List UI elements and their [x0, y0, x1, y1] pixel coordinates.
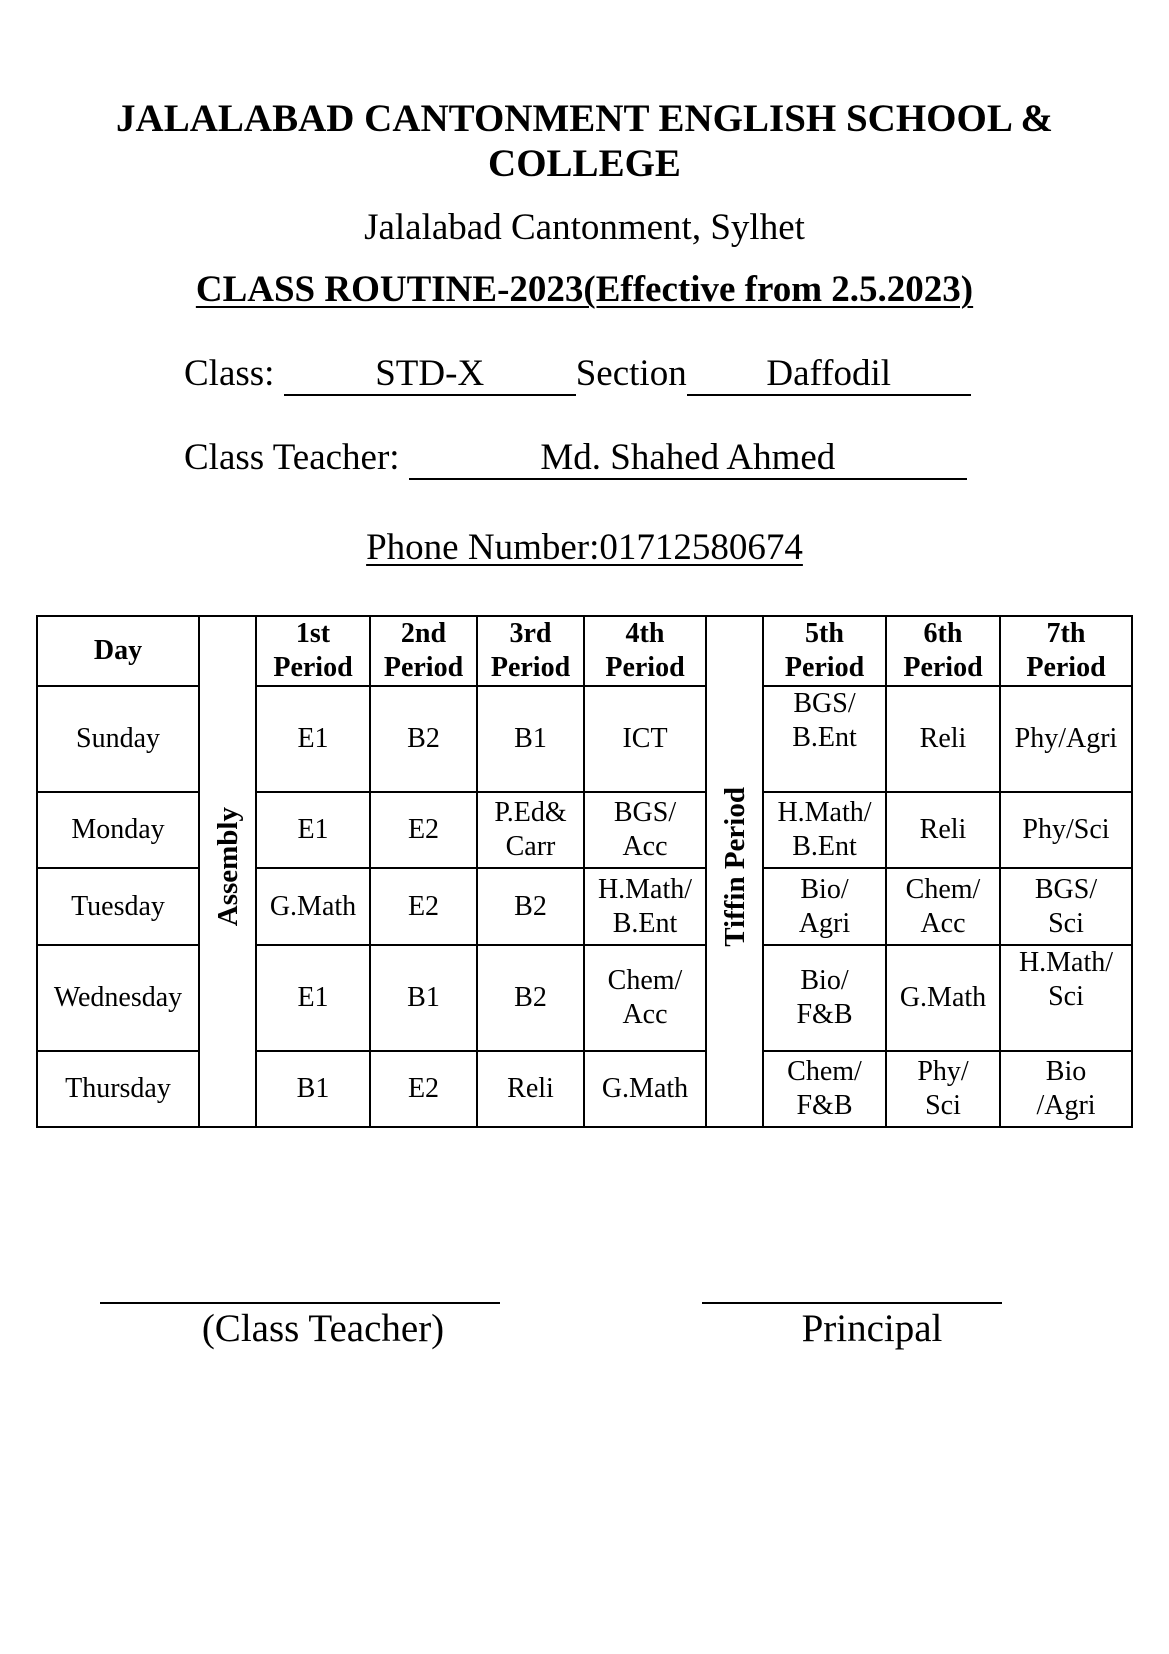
period-cell: Reli [477, 1051, 584, 1127]
day-cell: Thursday [37, 1051, 199, 1127]
period-cell: E2 [370, 868, 477, 945]
routine-table [36, 615, 1133, 1128]
period-cell: G.Math [886, 945, 1000, 1051]
period-cell: E2 [370, 792, 477, 868]
period-cell: H.Math/ Sci [1000, 945, 1132, 1051]
header-row [37, 616, 1132, 686]
period-cell: E1 [256, 686, 370, 792]
period-header: 2nd Period [370, 616, 477, 686]
day-cell: Monday [37, 792, 199, 868]
teacher-value: Md. Shahed Ahmed [409, 438, 967, 480]
class-teacher-line [184, 436, 967, 480]
period-cell: H.Math/ B.Ent [584, 868, 706, 945]
assembly-label: Assembly [211, 807, 244, 927]
period-cell: G.Math [256, 868, 370, 945]
period-header: 5th Period [763, 616, 886, 686]
period-cell: E1 [256, 792, 370, 868]
period-cell: Reli [886, 686, 1000, 792]
period-cell: Phy/ Sci [886, 1051, 1000, 1127]
period-cell: B1 [370, 945, 477, 1051]
principal-signature-line [702, 1302, 1002, 1304]
period-header: 7th Period [1000, 616, 1132, 686]
class-teacher-signature-line [100, 1302, 500, 1304]
period-header: 4th Period [584, 616, 706, 686]
period-cell: BGS/ Acc [584, 792, 706, 868]
period-header: 6th Period [886, 616, 1000, 686]
class-value: STD-X [284, 354, 576, 396]
phone-number [0, 526, 1169, 570]
period-cell: Bio/ F&B [763, 945, 886, 1051]
section-value: Daffodil [687, 354, 971, 396]
class-label: Class: [184, 353, 275, 394]
period-cell: Bio /Agri [1000, 1051, 1132, 1127]
period-cell: B1 [256, 1051, 370, 1127]
period-cell: Phy/Sci [1000, 792, 1132, 868]
period-cell: B2 [477, 945, 584, 1051]
period-cell: H.Math/ B.Ent [763, 792, 886, 868]
tiffin-column [706, 616, 763, 1127]
period-cell: P.Ed& Carr [477, 792, 584, 868]
period-cell: ICT [584, 686, 706, 792]
period-cell: BGS/ Sci [1000, 868, 1132, 945]
day-cell: Sunday [37, 686, 199, 792]
day-cell: Tuesday [37, 868, 199, 945]
class-teacher-signature-label: (Class Teacher) [201, 1307, 445, 1350]
period-cell: B1 [477, 686, 584, 792]
period-cell: Reli [886, 792, 1000, 868]
period-cell: B2 [477, 868, 584, 945]
period-header: 1st Period [256, 616, 370, 686]
tiffin-label: Tiffin Period [718, 787, 751, 947]
period-cell: Chem/ Acc [584, 945, 706, 1051]
period-cell: B2 [370, 686, 477, 792]
period-cell: G.Math [584, 1051, 706, 1127]
phone-text: Phone Number:01712580674 [366, 527, 803, 568]
day-header: Day [37, 616, 199, 686]
period-cell: Chem/ Acc [886, 868, 1000, 945]
school-address: Jalalabad Cantonment, Sylhet [364, 207, 805, 248]
period-cell: E2 [370, 1051, 477, 1127]
period-cell: E1 [256, 945, 370, 1051]
principal-signature-label: Principal [801, 1307, 943, 1350]
day-cell: Wednesday [37, 945, 199, 1051]
routine-title-text: CLASS ROUTINE-2023(Effective from 2.5.2023) [195, 269, 974, 310]
period-cell: Chem/ F&B [763, 1051, 886, 1127]
school-name: JALALABAD CANTONMENT ENGLISH SCHOOL & COLLEGE [116, 97, 1053, 185]
section-label: Section [575, 353, 687, 394]
teacher-label: Class Teacher: [184, 437, 400, 478]
assembly-column [199, 616, 256, 1127]
class-section-line [184, 352, 971, 396]
period-cell: Bio/ Agri [763, 868, 886, 945]
routine-title [0, 268, 1169, 312]
period-cell: Phy/Agri [1000, 686, 1132, 792]
period-cell: BGS/ B.Ent [763, 686, 886, 792]
period-header: 3rd Period [477, 616, 584, 686]
